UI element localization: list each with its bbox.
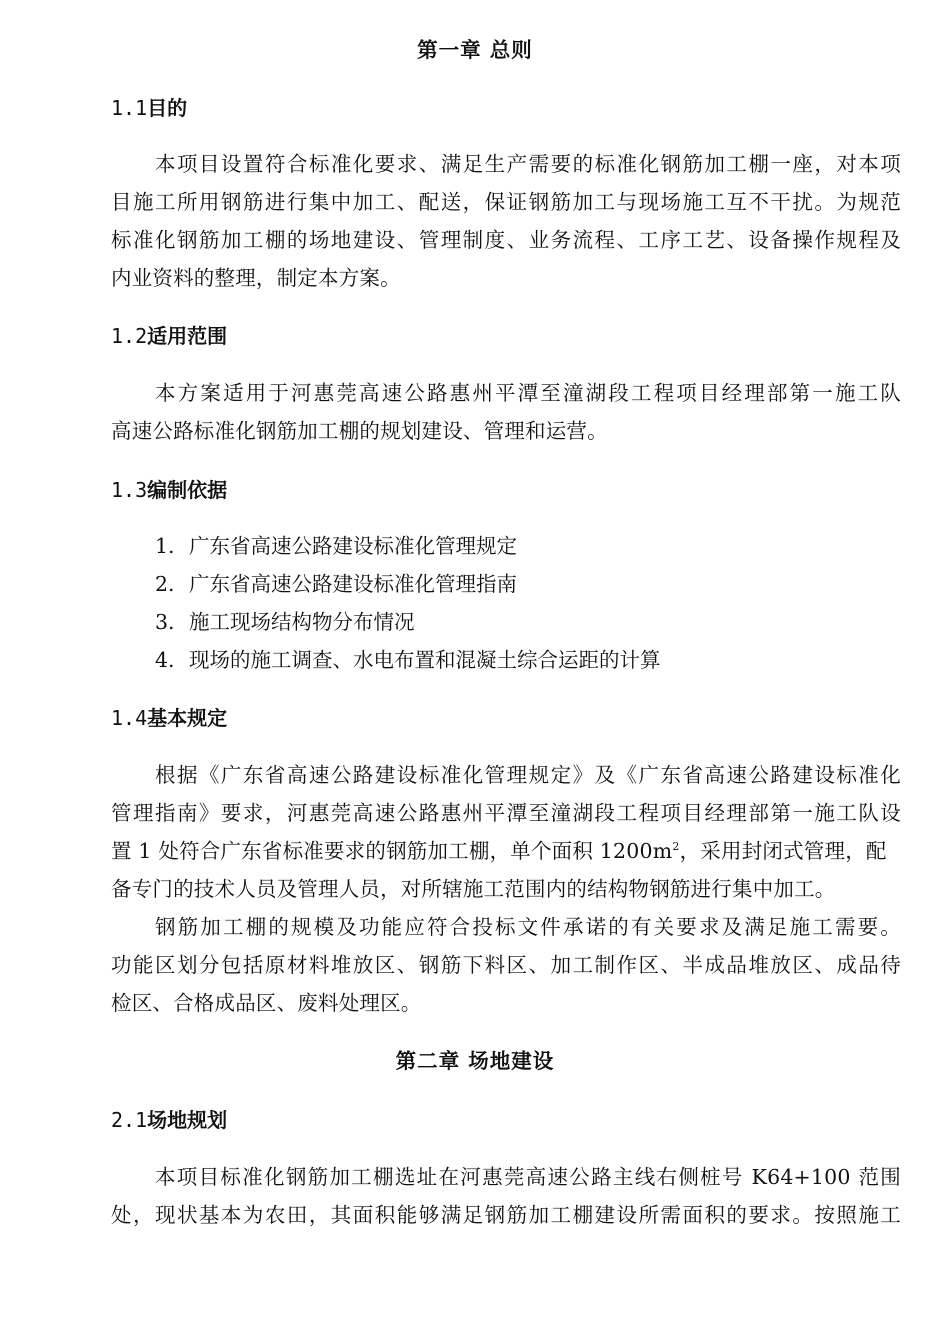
list-number: 1. (155, 534, 175, 558)
paragraph-line: 内业资料的整理，制定本方案。 (111, 266, 401, 290)
paragraph-line: 备专门的技术人员及管理人员，对所辖施工范围内的结构物钢筋进行集中加工。 (111, 877, 836, 901)
section-title: 适用范围 (147, 324, 228, 348)
line-text: ，采用封闭式管理，配 (679, 839, 887, 863)
section-number: 1.3 (111, 478, 148, 502)
section-1-2-heading (111, 323, 227, 349)
paragraph-line: 目施工所用钢筋进行集中加工、配送，保证钢筋加工与现场施工互不干扰。为规范 (111, 190, 901, 214)
paragraph-line: 处，现状基本为农田，其面积能够满足钢筋加工棚建设所需面积的要求。按照施工 (111, 1203, 901, 1227)
section-number: 1.2 (111, 324, 148, 348)
paragraph-line: 本方案适用于河惠莞高速公路惠州平潭至潼湖段工程项目经理部第一施工队 (155, 381, 901, 405)
list-text: 施工现场结构物分布情况 (189, 610, 415, 634)
section-title: 编制依据 (147, 478, 228, 502)
paragraph-line: 钢筋加工棚的规模及功能应符合投标文件承诺的有关要求及满足施工需要。 (155, 915, 901, 939)
list-item (155, 571, 517, 597)
section-title: 基本规定 (147, 706, 228, 730)
paragraph-line: 高速公路标准化钢筋加工棚的规划建设、管理和运营。 (111, 419, 608, 443)
superscript: 2 (672, 840, 680, 854)
list-number: 4. (155, 648, 175, 672)
list-number: 3. (155, 610, 175, 634)
paragraph-line: 根据《广东省高速公路建设标准化管理规定》及《广东省高速公路建设标准化 (155, 763, 901, 787)
chapter-2-title: 第二章 场地建设 (395, 1049, 555, 1073)
paragraph-line: 检区、合格成品区、废料处理区。 (111, 991, 422, 1015)
section-number: 1.1 (111, 96, 148, 120)
paragraph-line: 功能区划分包括原材料堆放区、钢筋下料区、加工制作区、半成品堆放区、成品待 (111, 953, 901, 977)
list-text: 广东省高速公路建设标准化管理指南 (189, 572, 517, 596)
section-1-3-heading (111, 477, 227, 503)
chapter-1-title: 第一章 总则 (417, 38, 533, 62)
paragraph-line: 标准化钢筋加工棚的场地建设、管理制度、业务流程、工序工艺、设备操作规程及 (111, 228, 901, 252)
paragraph-line (111, 838, 901, 864)
list-item (155, 609, 415, 635)
list-item (155, 533, 517, 559)
paragraph-line: 本项目设置符合标准化要求、满足生产需要的标准化钢筋加工棚一座，对本项 (155, 152, 901, 176)
section-2-1-heading (111, 1107, 227, 1133)
section-1-4-heading (111, 705, 227, 731)
section-number: 1.4 (111, 706, 148, 730)
list-text: 现场的施工调查、水电布置和混凝土综合运距的计算 (189, 648, 661, 672)
list-item (155, 647, 661, 673)
paragraph-line: 管理指南》要求，河惠莞高速公路惠州平潭至潼湖段工程项目经理部第一施工队设 (111, 801, 901, 825)
line-text-part (111, 838, 887, 864)
section-1-1-heading (111, 95, 187, 121)
section-title: 目的 (147, 96, 188, 120)
list-number: 2. (155, 572, 175, 596)
list-text: 广东省高速公路建设标准化管理规定 (189, 534, 517, 558)
section-number: 2.1 (111, 1108, 148, 1132)
line-text: 置 1 处符合广东省标准要求的钢筋加工棚，单个面积 1200m (111, 839, 673, 863)
section-title: 场地规划 (147, 1108, 228, 1132)
paragraph-line: 本项目标准化钢筋加工棚选址在河惠莞高速公路主线右侧桩号 K64+100 范围 (155, 1165, 901, 1189)
